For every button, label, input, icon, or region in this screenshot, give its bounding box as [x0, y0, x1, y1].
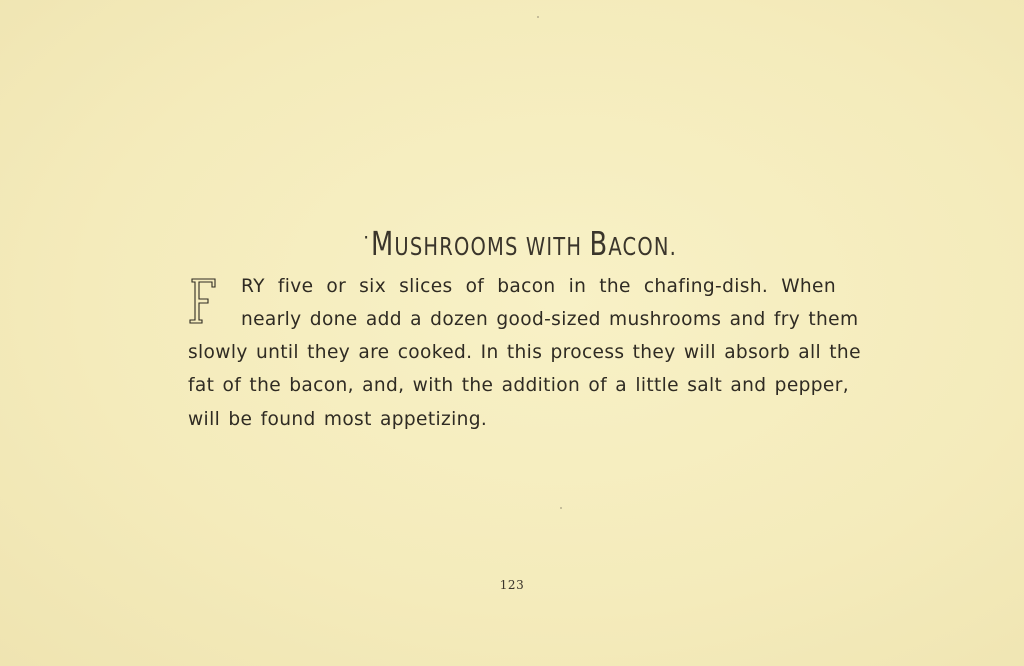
- paper-speck: [537, 16, 539, 18]
- paper-speck: [560, 507, 562, 509]
- text-line: slowly until they are cooked. In this process they will absorb all the: [188, 342, 861, 364]
- title-part: USHROOMS WITH: [394, 232, 590, 261]
- text-line: nearly done add a dozen good-sized mushrooms and fry them: [241, 309, 859, 330]
- text-line: fat of the bacon, and, with the addition of a little salt and pepper,: [188, 375, 849, 397]
- page-number: 123: [499, 578, 525, 592]
- paragraph-first-line: [241, 270, 836, 303]
- title-part: B: [589, 224, 609, 263]
- text-line: RY five or six slices of bacon in the chafing-dish. When: [241, 276, 836, 297]
- title-part: M: [371, 224, 395, 263]
- recipe-title: [266, 224, 771, 263]
- title-part: ACON.: [608, 232, 677, 261]
- recipe-paragraph: [188, 303, 861, 436]
- text-line: will be found most appetizing.: [188, 408, 488, 430]
- title-mark: ˙: [361, 232, 372, 261]
